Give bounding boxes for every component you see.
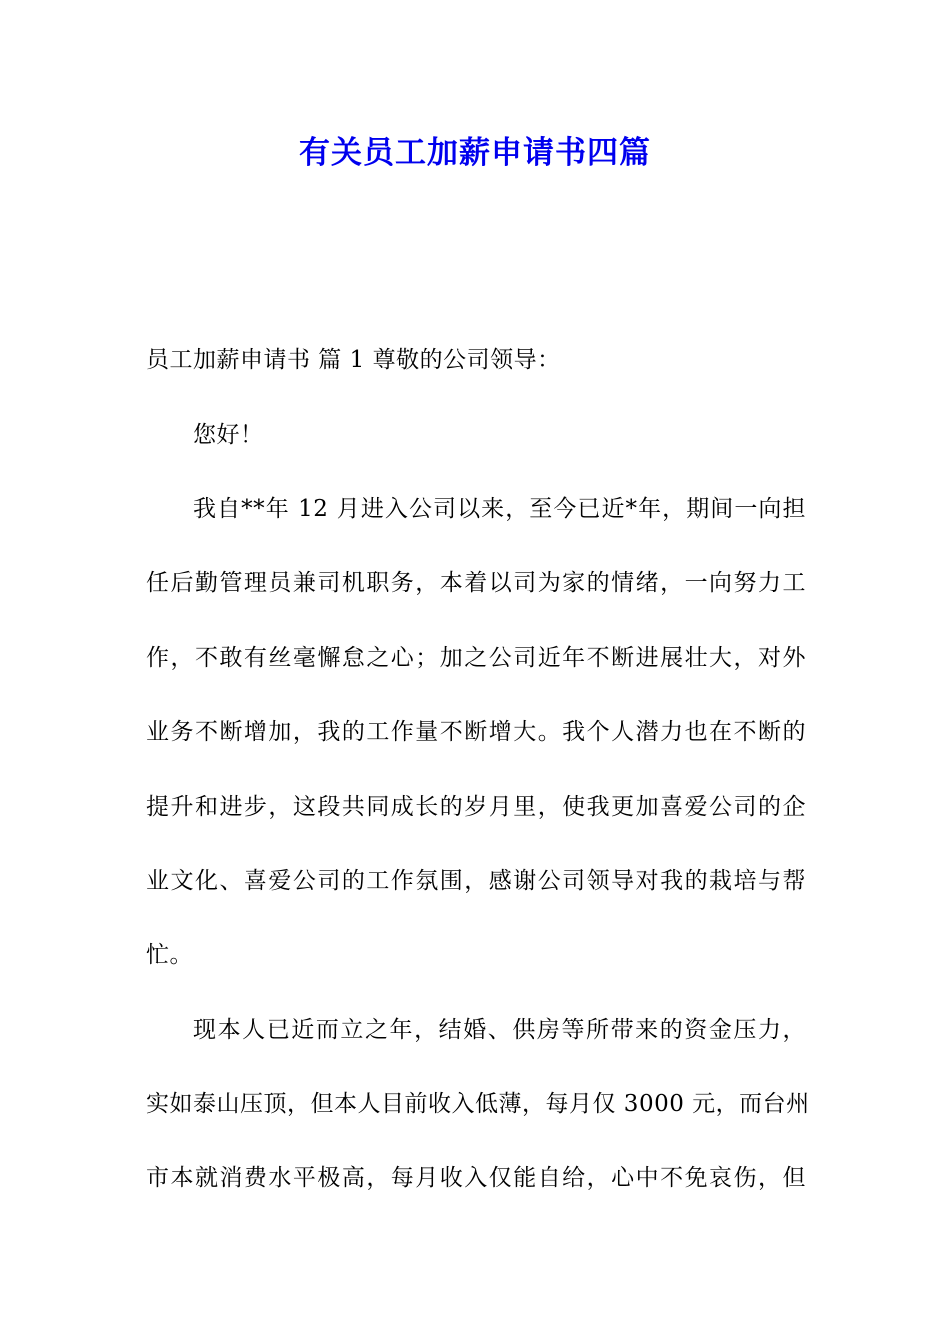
greeting-line: 您好！ bbox=[193, 422, 264, 448]
body-line: 业文化、喜爱公司的工作氛围，感谢公司领导对我的栽培与帮 bbox=[146, 868, 806, 894]
body-line: 我自**年 12 月进入公司以来，至今已近*年，期间一向担 bbox=[193, 496, 806, 522]
body-line: 任后勤管理员兼司机职务，本着以司为家的情绪，一向努力工 bbox=[146, 570, 806, 596]
body-line: 业务不断增加，我的工作量不断增大。我个人潜力也在不断的 bbox=[146, 719, 806, 745]
body-line: 作，不敢有丝毫懈怠之心；加之公司近年不断进展壮大，对外 bbox=[146, 645, 806, 671]
document-title: 有关员工加薪申请书四篇 bbox=[299, 135, 651, 171]
body-line: 忙。 bbox=[146, 942, 193, 968]
salutation-line: 员工加薪申请书 篇 1 尊敬的公司领导： bbox=[146, 347, 561, 373]
body-line: 市本就消费水平极高，每月收入仅能自给，心中不免哀伤，但 bbox=[146, 1165, 806, 1191]
body-line: 提升和进步，这段共同成长的岁月里，使我更加喜爱公司的企 bbox=[146, 794, 806, 820]
body-line: 现本人已近而立之年，结婚、供房等所带来的资金压力， bbox=[193, 1017, 806, 1043]
body-line: 实如泰山压顶，但本人目前收入低薄，每月仅 3000 元，而台州 bbox=[146, 1091, 810, 1117]
